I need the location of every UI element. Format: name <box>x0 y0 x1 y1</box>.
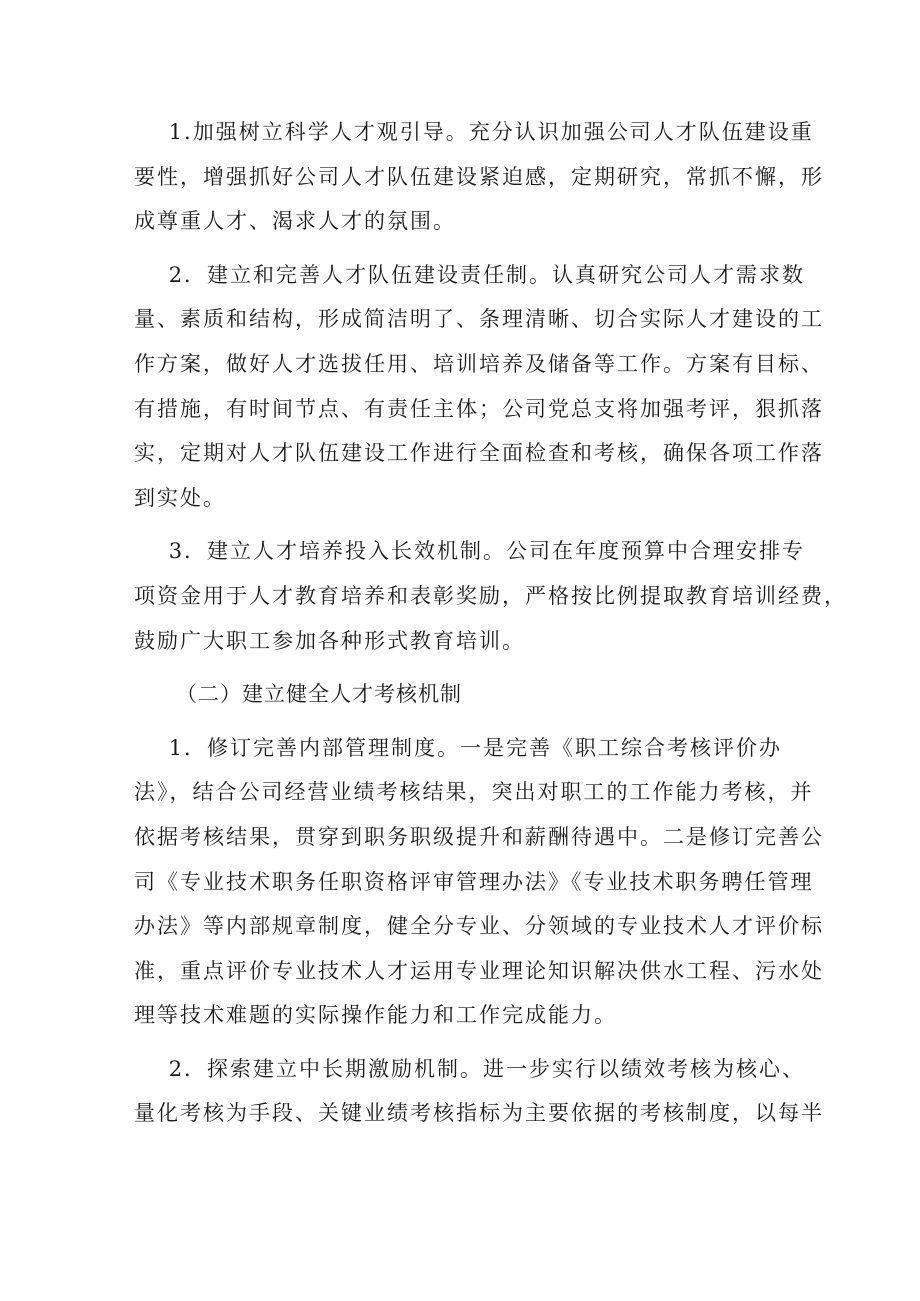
paragraph-3 <box>134 529 847 663</box>
text-line: 要性，增强抓好公司人才队伍建设紧迫感，定期研究，常抓不懈，形 <box>134 164 824 189</box>
text-line: 理等技术难题的实际操作能力和工作完成能力。 <box>134 1003 617 1028</box>
text-line: 鼓励广大职工参加各种形式教育培训。 <box>134 628 525 653</box>
text-line: 到实处。 <box>134 485 226 510</box>
text-line: 准，重点评价专业技术人才运用专业理论知识解决供水工程、污水处 <box>134 958 824 983</box>
text-line: 1.加强树立科学人才观引导。充分认识加强公司人才队伍建设重 <box>134 120 814 144</box>
text-line: 3．建立人才培养投入长效机制。公司在年度预算中合理安排专 <box>134 539 806 564</box>
text-line: 成尊重人才、渴求人才的氛围。 <box>134 209 456 234</box>
text-line: 有措施，有时间节点、有责任主体；公司党总支将加强考评，狠抓落 <box>134 396 824 421</box>
paragraph-gap <box>134 717 794 726</box>
text-line: 量、素质和结构，形成简洁明了、条理清晰、切合实际人才建设的工 <box>134 307 824 332</box>
text-line: 实，定期对人才队伍建设工作进行全面检查和考核，确保各项工作落 <box>134 441 824 466</box>
text-line: 作方案，做好人才选拔任用、培训培养及储备等工作。方案有目标、 <box>134 351 824 376</box>
paragraph-4 <box>134 726 824 1038</box>
text-line: 项资金用于人才教育培养和表彰奖励，严格按比例提取教育培训经费， <box>134 583 847 608</box>
text-line: 1．修订完善内部管理制度。一是完善《职工综合考核评价办 <box>134 735 783 760</box>
paragraph-gap <box>134 663 794 672</box>
text-line: 司《专业技术职务任职资格评审管理办法》《专业技术职务聘任管理 <box>134 869 814 894</box>
document-body <box>134 110 847 1136</box>
text-line: 2．探索建立中长期激励机制。进一步实行以绩效考核为核心、 <box>134 1056 806 1081</box>
paragraph-gap <box>134 244 794 253</box>
paragraph-1 <box>134 110 824 244</box>
text-line: 依据考核结果，贯穿到职务职级提升和薪酬待遇中。二是修订完善公 <box>134 824 824 849</box>
text-line: 量化考核为手段、关键业绩考核指标为主要依据的考核制度，以每半 <box>134 1101 824 1126</box>
paragraph-gap <box>134 1038 794 1047</box>
text-line: 办法》等内部规章制度，健全分专业、分领域的专业技术人才评价标 <box>134 914 824 939</box>
text-line: 2．建立和完善人才队伍建设责任制。认真研究公司人才需求数 <box>134 262 806 287</box>
text-line: 法》，结合公司经营业绩考核结果，突出对职工的工作能力考核，并 <box>134 780 814 805</box>
paragraph-2 <box>134 253 824 521</box>
paragraph-5 <box>134 1047 824 1136</box>
paragraph-gap <box>134 520 794 529</box>
section-heading: （二）建立健全人才考核机制 <box>176 682 462 707</box>
